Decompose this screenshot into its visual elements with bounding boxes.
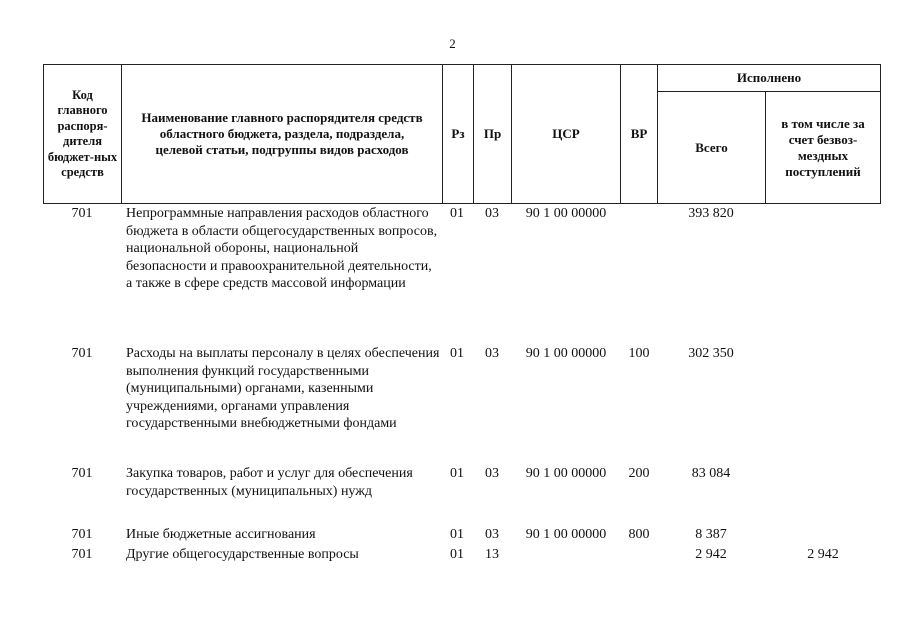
row-name: Другие общегосударственные вопросы — [126, 547, 359, 562]
row-rz: 01 — [450, 206, 464, 221]
row-csr: 90 1 00 00000 — [525, 346, 607, 361]
row-vr: 200 — [628, 466, 650, 481]
row-total: 393 820 — [688, 206, 734, 221]
header-csr: ЦСР — [552, 126, 580, 141]
row-vr: 100 — [628, 346, 650, 361]
row-rz: 01 — [450, 547, 464, 562]
header-code: Код главного распоря-дителя бюджет-ных средств — [47, 87, 118, 179]
row-rz: 01 — [450, 527, 464, 542]
row-csr: 90 1 00 00000 — [525, 466, 607, 481]
row-code: 701 — [71, 527, 93, 542]
row-pr: 03 — [485, 346, 499, 361]
row-code: 701 — [71, 206, 93, 221]
row-csr: 90 1 00 00000 — [525, 527, 607, 542]
header-free: в том числе за счет безвоз-мездных поступлений — [781, 115, 865, 179]
header-pr: Пр — [483, 126, 502, 141]
row-pr: 13 — [485, 547, 499, 562]
row-rz: 01 — [450, 466, 464, 481]
header-rz: Рз — [451, 126, 465, 141]
row-total: 2 942 — [695, 547, 727, 562]
row-code: 701 — [71, 346, 93, 361]
row-csr: 90 1 00 00000 — [525, 206, 607, 221]
row-vr: 800 — [628, 527, 650, 542]
row-code: 701 — [71, 466, 93, 481]
row-total: 83 084 — [691, 466, 731, 481]
row-name: Непрограммные направления расходов областного бюджета в области общегосударственных вопросов, национальной обороны, национальной безопасности и правоохранительной деятельности, а также в сфере средств массовой информации — [126, 206, 438, 291]
row-pr: 03 — [485, 206, 499, 221]
row-name: Закупка товаров, работ и услуг для обеспечения государственных (муниципальных) нужд — [126, 466, 413, 499]
page-number: 2 — [449, 36, 456, 51]
row-total: 302 350 — [688, 346, 734, 361]
row-free: 2 942 — [807, 547, 839, 562]
header-executed: Исполнено — [736, 70, 802, 85]
header-name: Наименование главного распорядителя средств областного бюджета, раздела, подраздела, целевой статьи, подгруппы видов расходов — [141, 110, 423, 157]
row-pr: 03 — [485, 466, 499, 481]
row-name: Расходы на выплаты персоналу в целях обеспечения выполнения функций государственными (муниципальными) органами, казенными учреждениями, органами управления государственными внебюджетными фондами — [126, 346, 440, 431]
row-pr: 03 — [485, 527, 499, 542]
row-rz: 01 — [450, 346, 464, 361]
row-total: 8 387 — [695, 527, 727, 542]
row-code: 701 — [71, 547, 93, 562]
header-vr: ВР — [630, 126, 648, 141]
header-total: Всего — [695, 139, 728, 155]
row-name: Иные бюджетные ассигнования — [126, 527, 316, 542]
